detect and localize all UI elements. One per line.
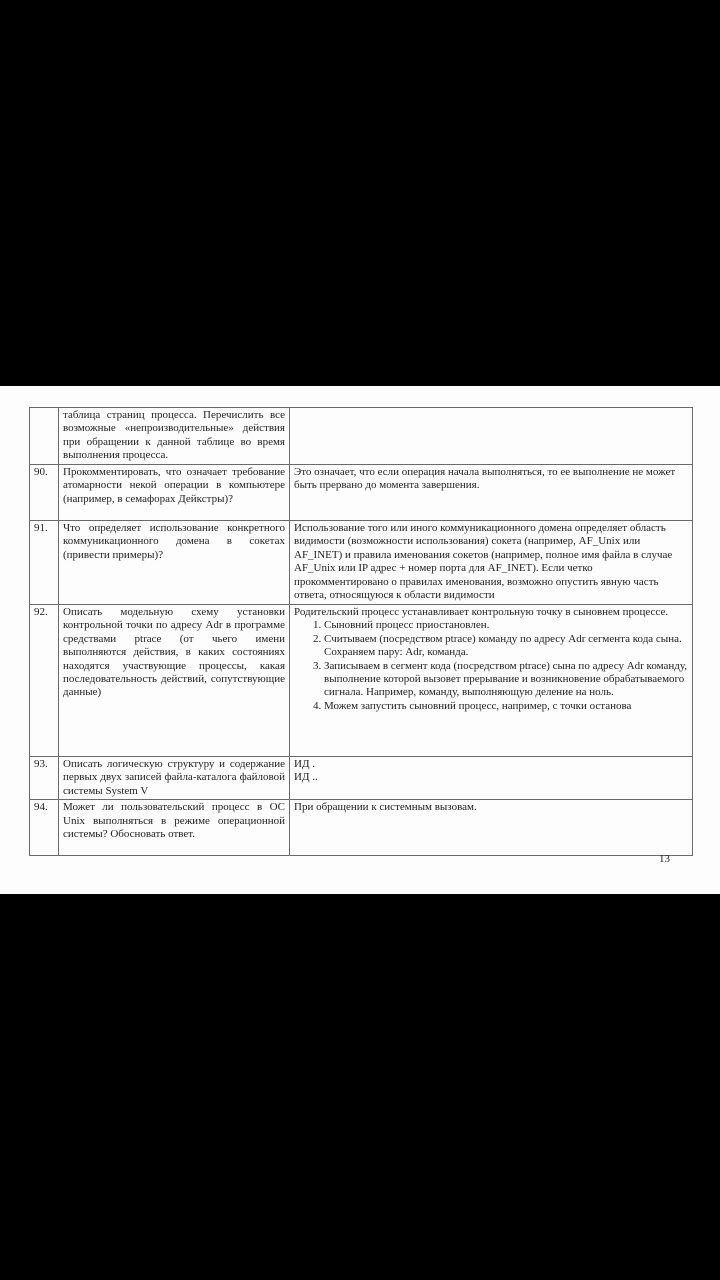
list-item: 1. Сыновний процесс приостановлен. [324, 619, 688, 632]
row-number: 92. [30, 605, 59, 757]
row-number [30, 408, 59, 465]
page-number: 13 [659, 853, 670, 865]
question-cell: Может ли пользовательский процесс в ОС Unix выполняться в режиме операционной системы? Обосновать ответ. [59, 800, 290, 856]
row-number: 90. [30, 465, 59, 521]
table-row [30, 800, 693, 856]
table-row [30, 521, 693, 605]
list-item: 2. Считываем (посредством ptrace) команду по адресу Adr сегмента кода сына. Сохраняем пару: Adr, команда. [324, 633, 688, 660]
answer-cell: Это означает, что если операция начала выполняться, то ее выполнение не может быть прервано до момента завершения. [290, 465, 693, 521]
question-cell: Описать логическую структуру и содержание первых двух записей файла-каталога файловой системы System V [59, 757, 290, 800]
list-item: 3. Записываем в сегмент кода (посредством ptrace) сына по адресу Adr команду, выполнение которой вызовет прерывание и возникновение обрабатываемого сигнала. Например, команду, выполняющую деление на ноль. [324, 660, 688, 700]
answer-line: ИД .. [294, 771, 318, 784]
table-row [30, 605, 693, 757]
question-cell: Что определяет использование конкретного коммуникационного домена в сокетах (привести примеры)? [59, 521, 290, 605]
question-cell: Описать модельную схему установки контрольной точки по адресу Adr в программе средствами ptrace (от чьего имени выполняются действия, в каких состояниях находятся участвующие процессы, какая последовательность действий, сопутствующие данные) [59, 605, 290, 757]
row-number: 94. [30, 800, 59, 856]
row-number: 93. [30, 757, 59, 800]
document-page [0, 386, 720, 894]
list-item: 4. Можем запустить сыновний процесс, например, с точки останова [324, 700, 688, 713]
answer-cell [290, 408, 693, 465]
answer-cell: Использование того или иного коммуникационного домена определяет область видимости (возможности использования) сокета (например, AF_Unix или AF_INET) и правила именования сокетов (например, полное имя файла в случае AF_Unix или IP адрес + номер порта для AF_INET). Если четко прокомментировано о правилах именования, возможно опустить явную часть ответа, относящуюся к области видимости [290, 521, 693, 605]
answer-steps [294, 619, 688, 713]
answer-line: ИД . [294, 758, 315, 770]
table-row [30, 408, 693, 465]
row-number: 91. [30, 521, 59, 605]
answer-cell: При обращении к системным вызовам. [290, 800, 693, 856]
answer-cell [290, 605, 693, 757]
answer-intro: Родительский процесс устанавливает контрольную точку в сыновнем процессе. [294, 606, 669, 618]
qa-table [29, 407, 693, 856]
table-row [30, 465, 693, 521]
table-row [30, 757, 693, 800]
question-cell: Прокомментировать, что означает требование атомарности некой операции в компьютере (например, в семафорах Дейкстры)? [59, 465, 290, 521]
question-cell: таблица страниц процесса. Перечислить все возможные «непроизводительные» действия при обращении к данной таблице во время выполнения процесса. [59, 408, 290, 465]
answer-cell [290, 757, 693, 800]
